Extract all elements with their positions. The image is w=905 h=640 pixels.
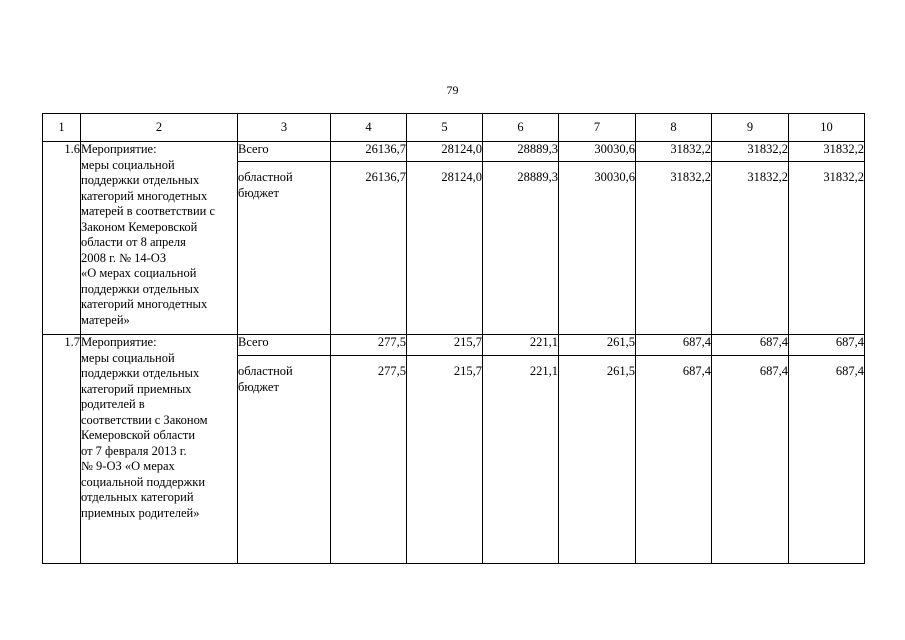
funding-source: областной бюджет [238,162,331,335]
header-cell: 6 [483,114,559,142]
header-cell: 7 [559,114,636,142]
header-cell: 4 [331,114,407,142]
value-cell: 31832,2 [712,162,789,335]
value-cell: 215,7 [407,335,483,356]
value-cell: 28889,3 [483,162,559,335]
value-cell: 261,5 [559,335,636,356]
value-cell: 687,4 [712,335,789,356]
value-cell: 28124,0 [407,162,483,335]
row-number: 1.6 [43,142,81,335]
value-cell: 31832,2 [789,162,865,335]
header-cell: 3 [238,114,331,142]
table-row [43,335,865,356]
header-cell: 10 [789,114,865,142]
value-cell: 31832,2 [636,162,712,335]
value-cell: 31832,2 [636,142,712,162]
funding-source: областной бюджет [238,356,331,564]
table-row [43,142,865,162]
header-cell: 5 [407,114,483,142]
value-cell: 687,4 [789,335,865,356]
value-cell: 277,5 [331,335,407,356]
value-cell: 28124,0 [407,142,483,162]
value-cell: 221,1 [483,356,559,564]
funding-source: Всего [238,142,331,162]
header-cell: 9 [712,114,789,142]
header-cell: 1 [43,114,81,142]
value-cell: 31832,2 [712,142,789,162]
value-cell: 30030,6 [559,162,636,335]
value-cell: 30030,6 [559,142,636,162]
measure-description: Мероприятие: меры социальной поддержки отдельных категорий многодетных матерей в соответствии с Законом Кемеровской области от 8 апреля 2008 г. № 14-ОЗ «О мерах социальной поддержки отдельных категорий многодетных матерей» [81,142,238,335]
header-cell: 2 [81,114,238,142]
header-row [43,114,865,142]
value-cell: 31832,2 [789,142,865,162]
row-number: 1.7 [43,335,81,564]
value-cell: 261,5 [559,356,636,564]
page-number: 79 [446,83,459,97]
value-cell: 221,1 [483,335,559,356]
funding-source: Всего [238,335,331,356]
value-cell: 215,7 [407,356,483,564]
header-cell: 8 [636,114,712,142]
value-cell: 28889,3 [483,142,559,162]
value-cell: 687,4 [789,356,865,564]
value-cell: 687,4 [636,335,712,356]
value-cell: 26136,7 [331,142,407,162]
value-cell: 277,5 [331,356,407,564]
value-cell: 26136,7 [331,162,407,335]
value-cell: 687,4 [636,356,712,564]
value-cell: 687,4 [712,356,789,564]
measure-description: Мероприятие: меры социальной поддержки отдельных категорий приемных родителей в соответствии с Законом Кемеровской области от 7 февраля 2013 г. № 9-ОЗ «О мерах социальной поддержки отдельных категорий приемных родителей» [81,335,238,564]
budget-table [42,113,865,564]
